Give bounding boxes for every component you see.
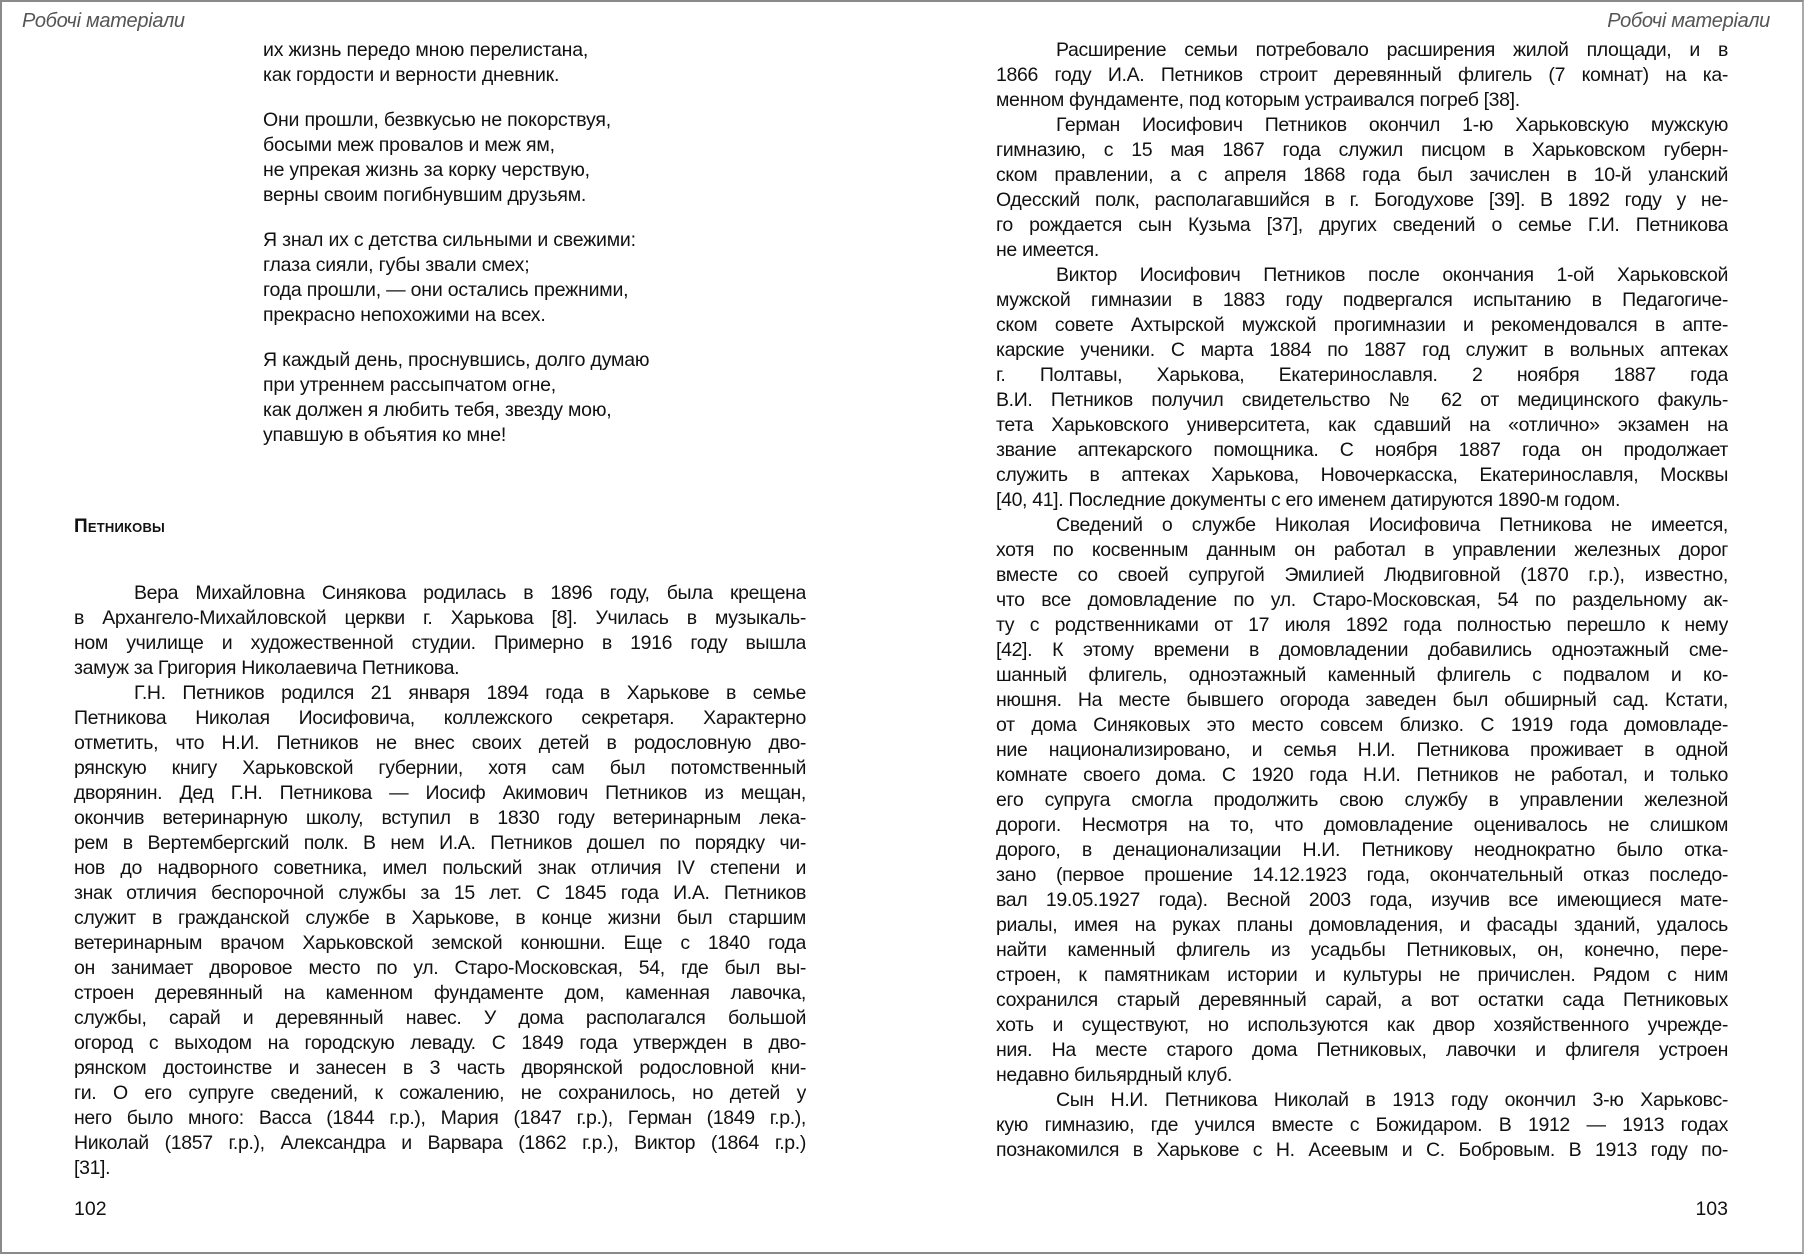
text-line: рем в Вертембергский полк. В нем И.А. Петников дошел по порядку чи- (74, 832, 806, 854)
right-page-body (996, 38, 1728, 1163)
page-number-right: 103 (1695, 1198, 1728, 1220)
text-line: Николай (1857 г.р.), Александра и Варвара (1862 г.р.), Виктор (1864 г.р.) (74, 1132, 806, 1154)
text-line: [31]. (74, 1157, 111, 1179)
poem-line: Я знал их с детства сильными и свежими: (263, 229, 636, 251)
text-line: В.И. Петников получил свидетельство № 62 от медицинского факуль- (996, 389, 1728, 411)
poem (263, 38, 649, 468)
text-line: его супруга смогла продолжить свою службу в управлении железной (996, 789, 1728, 811)
text-line: хоть и существуют, но используются как двор хозяйственного учрежде- (996, 1014, 1728, 1036)
text-line: рянскую книгу Харьковской губернии, хотя сам был потомственный (74, 757, 806, 779)
page-number-left: 102 (74, 1198, 107, 1220)
text-line: в Архангело-Михайловской церкви г. Харькова [8]. Училась в музыкаль- (74, 607, 806, 629)
text-line: нюшня. На месте бывшего огорода заведен был обширный сад. Кстати, (996, 689, 1728, 711)
text-line: [42]. К этому времени в домовладении добавились одноэтажный сме- (996, 639, 1728, 661)
text-line: риалы, имея на руках планы домовладения, и фасады зданий, удалось (996, 914, 1728, 936)
section-heading: Петниковы (74, 516, 165, 537)
text-line: ветеринарным врачом Харьковской земской конюшни. Еще с 1840 года (74, 932, 806, 954)
text-line: он занимает дворовое место по ул. Старо-Московская, 54, где был вы- (74, 957, 806, 979)
text-line: комнате своего дома. С 1920 года Н.И. Петников не работал, и только (996, 764, 1728, 786)
text-line: вместе со своей супругой Эмилией Людвиговной (1870 г.р.), известно, (996, 564, 1728, 586)
text-line: что все домовладение по ул. Старо-Московская, 54 по раздельному ак- (996, 589, 1728, 611)
poem-stanza (263, 348, 649, 448)
poem-stanza (263, 228, 649, 328)
text-line: Одесский полк, располагавшийся в г. Богодухове [39]. В 1892 году у не- (996, 189, 1728, 211)
text-line: ние национализировано, и семья Н.И. Петникова проживает в одной (996, 739, 1728, 761)
text-line: ском совете Ахтырской мужской прогимназии и рекомендовался в апте- (996, 314, 1728, 336)
text-line: сохранился старый деревянный сарай, а вот остатки сада Петниковых (996, 989, 1728, 1011)
poem-line: как гордости и верности дневник. (263, 64, 560, 86)
text-line: менном фундаменте, под которым устраивался погреб [38]. (996, 89, 1520, 111)
poem-line: Я каждый день, проснувшись, долго думаю (263, 349, 650, 371)
text-line: Виктор Иосифович Петников после окончания 1-ой Харьковской (1056, 264, 1728, 286)
text-line: ном училище и художественной студии. Примерно в 1916 году вышла (74, 632, 806, 654)
text-line: служит в гражданской службе в Харькове, в конце жизни был старшим (74, 907, 806, 929)
paragraph (74, 681, 806, 1181)
text-line: найти каменный флигель из усадьбы Петниковых, он, конечно, пере- (996, 939, 1728, 961)
text-line: ния. На месте старого дома Петниковых, лавочки и флигеля устроен (996, 1039, 1728, 1061)
text-line: недавно бильярдный клуб. (996, 1064, 1233, 1086)
text-line: кую гимназию, где учился вместе с Божидаром. В 1912 — 1913 годах (996, 1114, 1728, 1136)
paragraph (996, 113, 1728, 263)
text-line: го рождается сын Кузьма [37], других сведений о семье Г.И. Петникова (996, 214, 1728, 236)
text-line: шанный флигель, одноэтажный каменный флигель с подвалом и ко- (996, 664, 1728, 686)
text-line: Петникова Николая Иосифовича, коллежского секретаря. Характерно (74, 707, 806, 729)
text-line: г. Полтавы, Харькова, Екатеринославля. 2 ноября 1887 года (996, 364, 1728, 386)
poem-line: при утреннем рассыпчатом огне, (263, 374, 557, 396)
running-head-left: Робочі матеріали (22, 10, 185, 32)
poem-stanza (263, 38, 649, 88)
text-line: знак отличия беспорочной службы за 15 лет. С 1845 года И.А. Петников (74, 882, 806, 904)
text-line: служить в аптеках Харькова, Новочеркасска, Екатеринославля, Москвы (996, 464, 1728, 486)
text-line: познакомился в Харькове с Н. Асеевым и С. Бобровым. В 1913 году по- (996, 1139, 1728, 1161)
text-line: Г.Н. Петников родился 21 января 1894 года в Харькове в семье (134, 682, 806, 704)
poem-line: верны своим погибнувшим друзьям. (263, 184, 587, 206)
poem-line: не упрекая жизнь за корку черствую, (263, 159, 590, 181)
text-line: строен, к памятникам истории и культуры не причислен. Рядом с ним (996, 964, 1728, 986)
poem-line: упавшую в объятия ко мне! (263, 424, 507, 446)
text-line: дворянин. Дед Г.Н. Петникова — Иосиф Акимович Петников из мещан, (74, 782, 806, 804)
text-line: звание аптекарского помощника. С ноября 1887 года он продолжает (996, 439, 1728, 461)
text-line: хотя по косвенным данным он работал в управлении железных дорог (996, 539, 1728, 561)
poem-line: года прошли, — они остались прежними, (263, 279, 629, 301)
text-line: Сведений о службе Николая Иосифовича Петникова не имеется, (1056, 514, 1728, 536)
poem-stanza (263, 108, 649, 208)
text-line: отметить, что Н.И. Петников не внес своих детей в родословную дво- (74, 732, 806, 754)
poem-line: их жизнь передо мною перелистана, (263, 39, 589, 61)
poem-line: как должен я любить тебя, звезду мою, (263, 399, 612, 421)
text-line: замуж за Григория Николаевича Петникова. (74, 657, 460, 679)
text-line: Герман Иосифович Петников окончил 1-ю Харьковскую мужскую (1056, 114, 1728, 136)
text-line: окончив ветеринарную школу, вступил в 1830 году ветеринарным лека- (74, 807, 806, 829)
text-line: гимназию, с 15 мая 1867 года служил писцом в Харьковском губерн- (996, 139, 1728, 161)
poem-line: босыми меж провалов и меж ям, (263, 134, 555, 156)
text-line: огород с выходом на городскую леваду. С 1849 года утвержден в дво- (74, 1032, 806, 1054)
poem-line: прекрасно непохожими на всех. (263, 304, 546, 326)
text-line: 1866 году И.А. Петников строит деревянный флигель (7 комнат) на ка- (996, 64, 1728, 86)
text-line: него было много: Васса (1844 г.р.), Мария (1847 г.р.), Герман (1849 г.р.), (74, 1107, 806, 1129)
paragraph (996, 263, 1728, 513)
text-line: службы, сарай и деревянный навес. У дома располагался большой (74, 1007, 806, 1029)
text-line: зано (первое прошение 14.12.1923 года, окончательный отказ последо- (996, 864, 1728, 886)
text-line: дороги. Несмотря на то, что домовладение оценивалось не слишком (996, 814, 1728, 836)
left-page-body (74, 581, 806, 1181)
text-line: ту с родственниками от 17 июля 1892 года полностью перешло к нему (996, 614, 1728, 636)
running-head-right: Робочі матеріали (1607, 10, 1770, 32)
paragraph (996, 38, 1728, 113)
paragraph (996, 1088, 1728, 1163)
paragraph (74, 581, 806, 681)
text-line: Сын Н.И. Петникова Николай в 1913 году окончил 3-ю Харьковс- (1056, 1089, 1728, 1111)
text-line: ги. О его супруге сведений, к сожалению, не сохранилось, но детей у (74, 1082, 806, 1104)
text-line: Расширение семьи потребовало расширения жилой площади, и в (1056, 39, 1728, 61)
text-line: не имеется. (996, 239, 1099, 261)
text-line: мужской гимназии в 1883 году подвергался испытанию в Педагогиче- (996, 289, 1728, 311)
text-line: вал 19.05.1927 года). Весной 2003 года, изучив все имеющиеся мате- (996, 889, 1728, 911)
text-line: нов до надворного советника, имел польский знак отличия IV степени и (74, 857, 806, 879)
text-line: [40, 41]. Последние документы с его именем датируются 1890-м годом. (996, 489, 1621, 511)
paragraph (996, 513, 1728, 1088)
text-line: дорого, в денационализации Н.И. Петникову неоднократно было отка- (996, 839, 1728, 861)
poem-line: Они прошли, безвкусью не покорствуя, (263, 109, 611, 131)
text-line: ском правлении, а с апреля 1868 года был зачислен в 10-й уланский (996, 164, 1728, 186)
text-line: карские ученики. С марта 1884 по 1887 год служит в вольных аптеках (996, 339, 1728, 361)
text-line: рянском достоинстве и занесен в 3 часть дворянской родословной кни- (74, 1057, 806, 1079)
poem-line: глаза сияли, губы звали смех; (263, 254, 530, 276)
text-line: Вера Михайловна Синякова родилась в 1896 году, была крещена (134, 582, 806, 604)
text-line: строен деревянный на каменном фундаменте дом, каменная лавочка, (74, 982, 806, 1004)
text-line: тета Харьковского университета, как сдавший на «отлично» экзамен на (996, 414, 1728, 436)
text-line: от дома Синяковых это место совсем близко. С 1919 года домовладе- (996, 714, 1728, 736)
